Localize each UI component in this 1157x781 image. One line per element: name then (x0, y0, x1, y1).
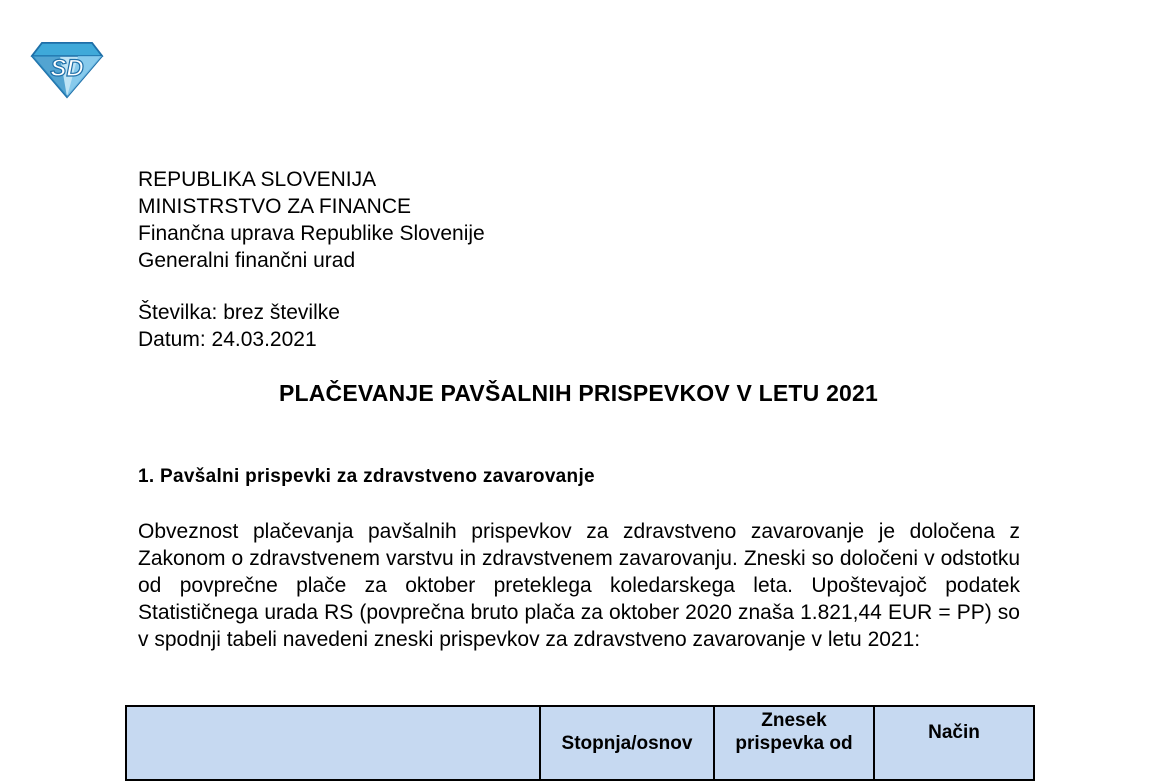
table-header-row (126, 706, 1034, 780)
contribution-table (125, 705, 1035, 781)
sd-diamond-logo-icon (30, 40, 104, 100)
document-meta (138, 299, 340, 353)
header-line-country: REPUBLIKA SLOVENIJA (138, 168, 377, 191)
header-line-ministry: MINISTRSTVO ZA FINANCE (138, 195, 412, 218)
header-line-administration: Finančna uprava Republike Slovenije (138, 222, 485, 245)
table-header-cell-amount: Znesek prispevka od (714, 706, 874, 780)
table-header-cell-method: Način (874, 706, 1034, 780)
document-date: Datum: 24.03.2021 (138, 328, 317, 351)
table-header-cell-empty (126, 706, 540, 780)
document-title: PLAČEVANJE PAVŠALNIH PRISPEVKOV V LETU 2021 (278, 380, 879, 406)
logo-letters: SD (50, 55, 84, 82)
section-heading: 1. Pavšalni prispevki za zdravstveno zavarovanje (138, 466, 595, 487)
header-line-office: Generalni finančni urad (138, 249, 356, 272)
issuer-header (138, 166, 485, 274)
table-header-cell-rate: Stopnja/osnov (540, 706, 714, 780)
document-number: Številka: brez številke (138, 301, 340, 324)
section-paragraph: Obveznost plačevanja pavšalnih prispevkov za zdravstveno zavarovanje je določena z Zakonom o zdravstvenem varstvu in zdravstvenem zavarovanju. Zneski so določeni v odstotku od povprečne plače za oktober preteklega koledarskega leta. Upoštevajoč podatek Statističnega urada RS (povprečna bruto plača za oktober 2020 znaša 1.821,44 EUR = PP) so v spodnji tabeli navedeni zneski prispevkov za zdravstveno zavarovanje v letu 2021: (138, 520, 1020, 651)
